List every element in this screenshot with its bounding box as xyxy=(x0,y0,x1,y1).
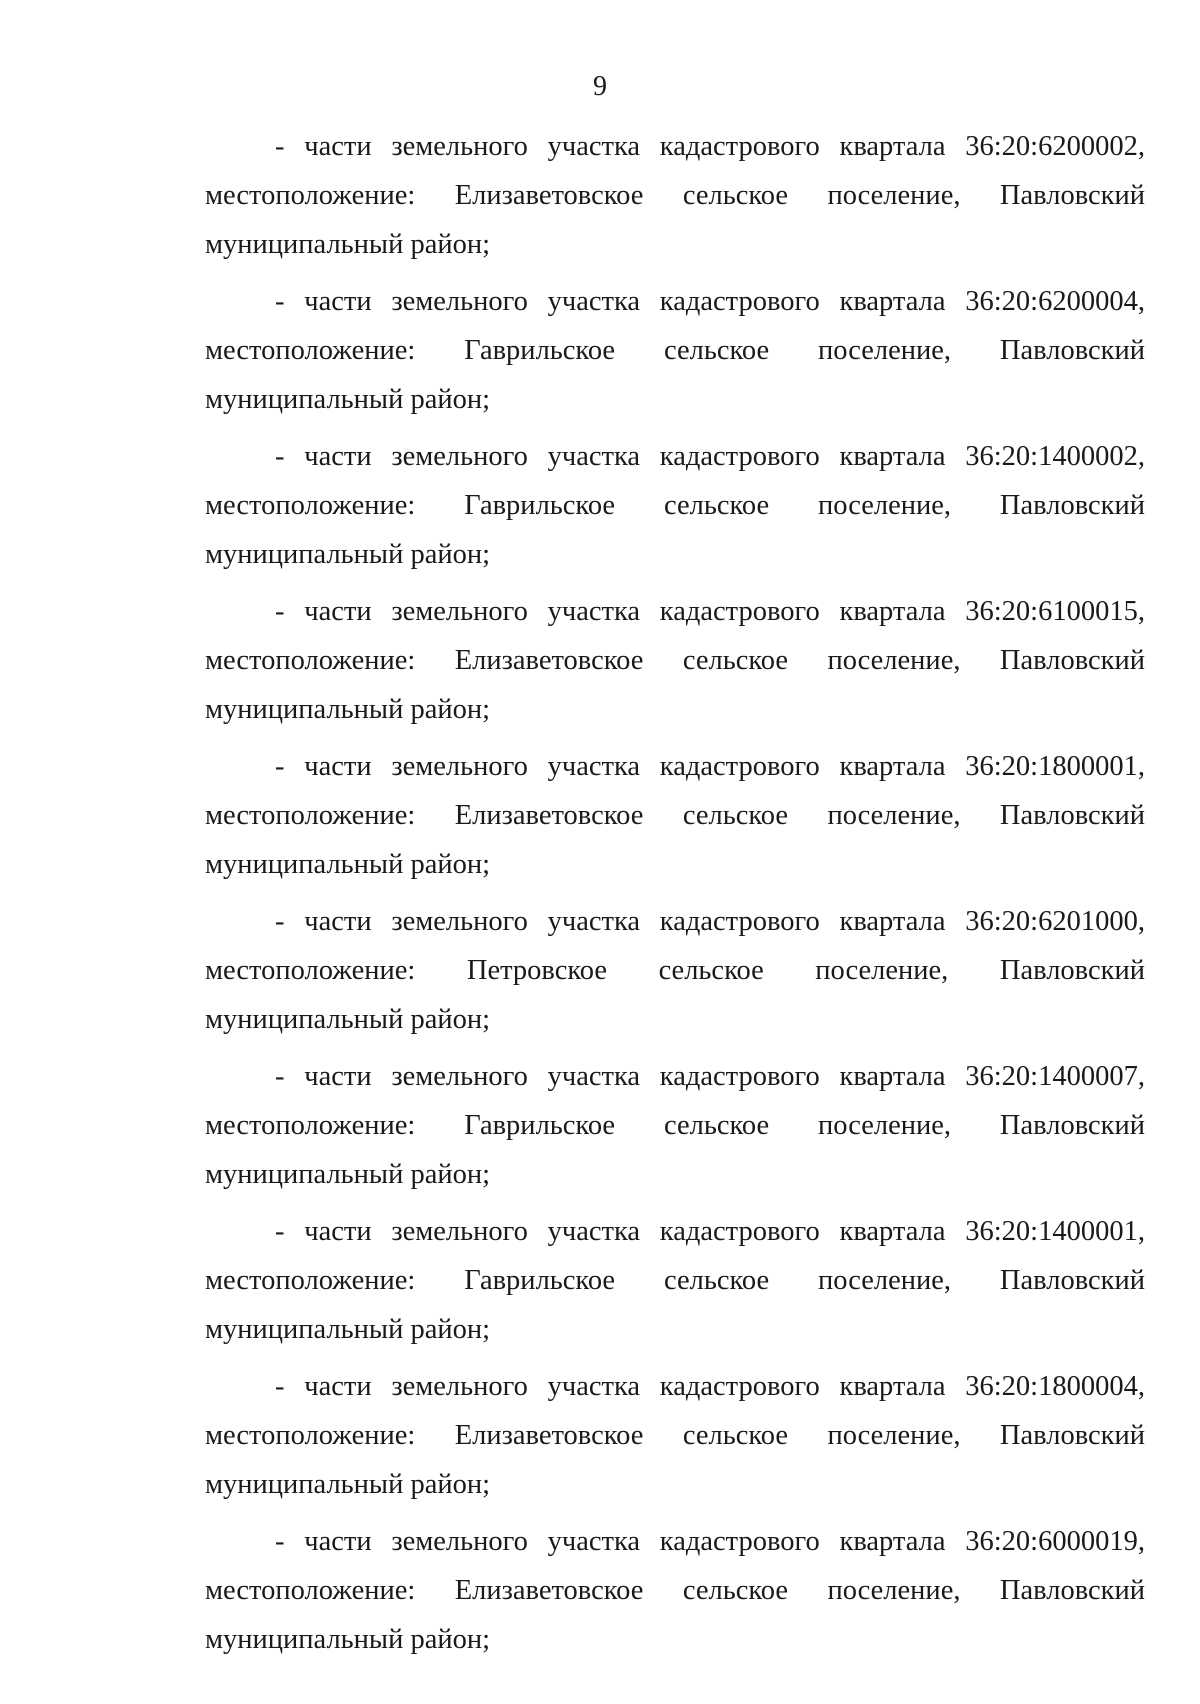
municipal-district: муниципальный район; xyxy=(205,1314,491,1345)
rural-word: сельское xyxy=(682,800,789,831)
district-name: Павловский xyxy=(999,180,1145,211)
location-label: местоположение: xyxy=(205,1575,416,1606)
item-line-2 xyxy=(205,481,1145,530)
item-word: квартала xyxy=(839,1061,946,1092)
cadastral-code: 36:20:6200002, xyxy=(965,131,1145,162)
rural-word: сельское xyxy=(682,1575,789,1606)
item-word: земельного xyxy=(391,1526,528,1557)
district-name: Павловский xyxy=(999,1110,1145,1141)
item-line-2 xyxy=(205,171,1145,220)
item-line-2 xyxy=(205,1101,1145,1150)
item-word: кадастрового xyxy=(659,441,820,472)
district-name: Павловский xyxy=(999,335,1145,366)
cadastral-code: 36:20:1800004, xyxy=(965,1371,1145,1402)
cadastral-code: 36:20:6200004, xyxy=(965,286,1145,317)
item-word: участка xyxy=(547,286,641,317)
location-label: местоположение: xyxy=(205,1110,416,1141)
item-word: кадастрового xyxy=(659,906,820,937)
item-word: земельного xyxy=(391,906,528,937)
item-line-1 xyxy=(205,277,1145,326)
item-word: участка xyxy=(547,751,641,782)
settlement-name: Гаврильское xyxy=(464,490,616,521)
rural-word: сельское xyxy=(682,1420,789,1451)
item-word: части xyxy=(304,1371,372,1402)
item-word: части xyxy=(304,1216,372,1247)
item-word: квартала xyxy=(839,1526,946,1557)
item-dash: - xyxy=(275,131,285,162)
item-word: части xyxy=(304,596,372,627)
cadastral-code: 36:20:6201000, xyxy=(965,906,1145,937)
item-line-2 xyxy=(205,791,1145,840)
rural-word: сельское xyxy=(658,955,764,986)
settlement-word: поселение, xyxy=(827,645,961,676)
item-word: участка xyxy=(547,1371,641,1402)
item-word: земельного xyxy=(391,286,528,317)
item-word: квартала xyxy=(839,1216,946,1247)
rural-word: сельское xyxy=(663,1110,770,1141)
settlement-name: Елизаветовское xyxy=(454,1420,644,1451)
rural-word: сельское xyxy=(682,645,789,676)
municipal-district: муниципальный район; xyxy=(205,229,491,260)
document-body xyxy=(205,122,1145,1672)
item-word: квартала xyxy=(839,751,946,782)
list-item xyxy=(205,1362,1145,1509)
item-dash: - xyxy=(275,441,285,472)
item-word: части xyxy=(304,1526,372,1557)
item-word: кадастрового xyxy=(659,751,820,782)
municipal-district: муниципальный район; xyxy=(205,1624,491,1655)
item-word: кадастрового xyxy=(659,596,820,627)
item-word: земельного xyxy=(391,1371,528,1402)
item-dash: - xyxy=(275,906,285,937)
item-line-2 xyxy=(205,1256,1145,1305)
item-word: земельного xyxy=(391,441,528,472)
item-word: части xyxy=(304,441,372,472)
list-item xyxy=(205,122,1145,269)
district-name: Павловский xyxy=(999,800,1145,831)
item-word: участка xyxy=(547,1216,641,1247)
municipal-district: муниципальный район; xyxy=(205,1159,491,1190)
settlement-name: Гаврильское xyxy=(464,1265,616,1296)
list-item xyxy=(205,432,1145,579)
item-dash: - xyxy=(275,751,285,782)
list-item xyxy=(205,897,1145,1044)
location-label: местоположение: xyxy=(205,800,416,831)
item-word: квартала xyxy=(839,131,946,162)
location-label: местоположение: xyxy=(205,335,416,366)
settlement-word: поселение, xyxy=(818,490,952,521)
item-word: участка xyxy=(547,441,641,472)
item-word: квартала xyxy=(839,596,946,627)
district-name: Павловский xyxy=(999,645,1145,676)
municipal-district: муниципальный район; xyxy=(205,849,491,880)
item-line-2 xyxy=(205,326,1145,375)
list-item xyxy=(205,742,1145,889)
item-word: кадастрового xyxy=(659,286,820,317)
municipal-district: муниципальный район; xyxy=(205,1469,491,1500)
item-word: участка xyxy=(547,131,641,162)
settlement-word: поселение, xyxy=(827,800,961,831)
municipal-district: муниципальный район; xyxy=(205,539,491,570)
item-dash: - xyxy=(275,1216,285,1247)
settlement-word: поселение, xyxy=(827,1575,961,1606)
item-word: квартала xyxy=(839,906,946,937)
item-word: земельного xyxy=(391,751,528,782)
location-label: местоположение: xyxy=(205,1265,416,1296)
cadastral-code: 36:20:1400002, xyxy=(965,441,1145,472)
item-line-1 xyxy=(205,587,1145,636)
settlement-name: Петровское xyxy=(466,955,607,986)
item-line-1 xyxy=(205,122,1145,171)
district-name: Павловский xyxy=(999,1575,1145,1606)
settlement-word: поселение, xyxy=(827,1420,961,1451)
item-word: кадастрового xyxy=(659,1061,820,1092)
item-dash: - xyxy=(275,1061,285,1092)
cadastral-code: 36:20:1400007, xyxy=(965,1061,1145,1092)
item-word: части xyxy=(304,1061,372,1092)
item-dash: - xyxy=(275,286,285,317)
item-word: земельного xyxy=(391,131,528,162)
item-word: части xyxy=(304,906,372,937)
district-name: Павловский xyxy=(999,1420,1145,1451)
location-label: местоположение: xyxy=(205,490,416,521)
item-word: земельного xyxy=(391,1061,528,1092)
cadastral-code: 36:20:1400001, xyxy=(965,1216,1145,1247)
item-word: участка xyxy=(547,1061,641,1092)
list-item xyxy=(205,277,1145,424)
item-word: земельного xyxy=(391,596,528,627)
cadastral-code: 36:20:6000019, xyxy=(965,1526,1145,1557)
municipal-district: муниципальный район; xyxy=(205,694,491,725)
settlement-word: поселение, xyxy=(818,335,952,366)
item-word: части xyxy=(304,286,372,317)
settlement-word: поселение, xyxy=(827,180,961,211)
item-word: квартала xyxy=(839,441,946,472)
item-word: кадастрового xyxy=(659,1371,820,1402)
list-item xyxy=(205,1052,1145,1199)
location-label: местоположение: xyxy=(205,955,416,986)
cadastral-code: 36:20:6100015, xyxy=(965,596,1145,627)
item-line-2 xyxy=(205,1411,1145,1460)
item-word: кадастрового xyxy=(659,1216,820,1247)
rural-word: сельское xyxy=(663,490,770,521)
settlement-name: Елизаветовское xyxy=(454,645,644,676)
item-line-1 xyxy=(205,742,1145,791)
district-name: Павловский xyxy=(999,490,1145,521)
settlement-name: Гаврильское xyxy=(464,1110,616,1141)
district-name: Павловский xyxy=(999,1265,1145,1296)
item-line-1 xyxy=(205,1517,1145,1566)
item-dash: - xyxy=(275,1526,285,1557)
cadastral-code: 36:20:1800001, xyxy=(965,751,1145,782)
location-label: местоположение: xyxy=(205,180,416,211)
item-word: квартала xyxy=(839,1371,946,1402)
item-line-1 xyxy=(205,432,1145,481)
page-number: 9 xyxy=(593,71,607,102)
list-item xyxy=(205,1517,1145,1664)
item-word: участка xyxy=(547,1526,641,1557)
settlement-name: Гаврильское xyxy=(464,335,616,366)
item-line-1 xyxy=(205,1362,1145,1411)
list-item xyxy=(205,1207,1145,1354)
item-word: части xyxy=(304,131,372,162)
item-word: кадастрового xyxy=(659,131,820,162)
item-word: земельного xyxy=(391,1216,528,1247)
municipal-district: муниципальный район; xyxy=(205,1004,491,1035)
rural-word: сельское xyxy=(682,180,789,211)
item-line-2 xyxy=(205,946,1145,995)
item-line-1 xyxy=(205,1207,1145,1256)
item-dash: - xyxy=(275,1371,285,1402)
item-word: кадастрового xyxy=(659,1526,820,1557)
item-line-1 xyxy=(205,897,1145,946)
rural-word: сельское xyxy=(663,335,770,366)
item-dash: - xyxy=(275,596,285,627)
item-word: участка xyxy=(547,906,641,937)
location-label: местоположение: xyxy=(205,645,416,676)
rural-word: сельское xyxy=(663,1265,770,1296)
settlement-word: поселение, xyxy=(818,1265,952,1296)
list-item xyxy=(205,587,1145,734)
settlement-name: Елизаветовское xyxy=(454,800,644,831)
item-line-2 xyxy=(205,1566,1145,1615)
item-line-1 xyxy=(205,1052,1145,1101)
settlement-name: Елизаветовское xyxy=(454,1575,644,1606)
district-name: Павловский xyxy=(999,955,1145,986)
item-word: участка xyxy=(547,596,641,627)
municipal-district: муниципальный район; xyxy=(205,384,491,415)
settlement-word: поселение, xyxy=(818,1110,952,1141)
item-word: квартала xyxy=(839,286,946,317)
location-label: местоположение: xyxy=(205,1420,416,1451)
settlement-name: Елизаветовское xyxy=(454,180,644,211)
item-line-2 xyxy=(205,636,1145,685)
item-word: части xyxy=(304,751,372,782)
settlement-word: поселение, xyxy=(815,955,949,986)
